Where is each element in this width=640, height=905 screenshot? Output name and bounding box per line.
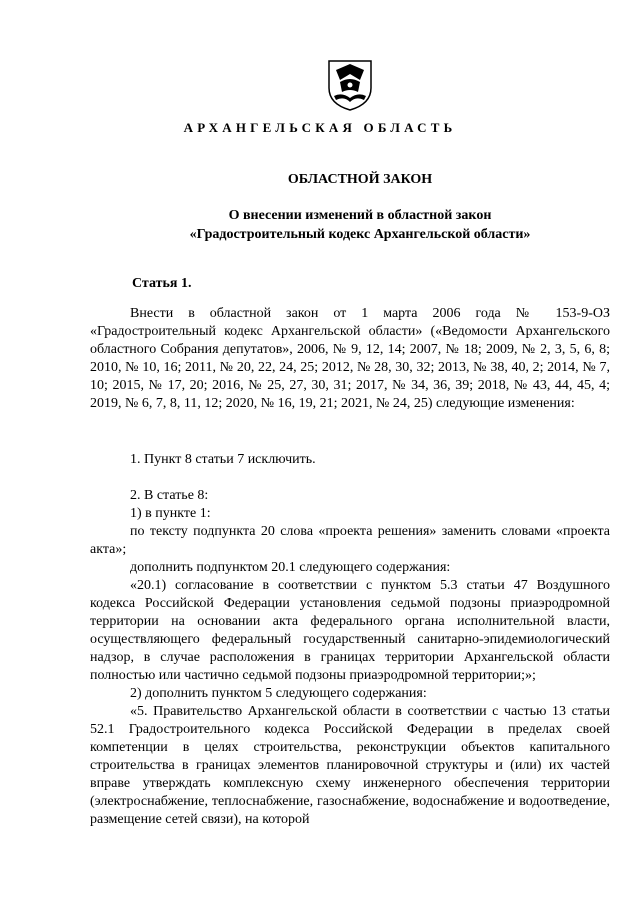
region-name: АРХАНГЕЛЬСКАЯ ОБЛАСТЬ [183,120,457,135]
item-2: 2. В статье 8: [130,488,209,503]
subitem-2: 2) дополнить пунктом 5 следующего содержания: [130,686,427,701]
quote-5: «5. Правительство Архангельской области в соответствии с частью 13 статьи 52.1 Градостроительного кодекса Российской Федерации в пределах своей компетенции в целях строительства, реконструкции объектов капитального строительства в границах элементов планировочной структуры и (или) их частей вправе утверждать комплексную схему инженерного обеспечения территории (электроснабжение, теплоснабжение, газоснабжение, водоснабжение и водоотведение, размещение сетей связи), на которой [90,704,610,827]
document-title-line-1: О внесении изменений в областной закон [228,208,492,223]
item-1: 1. Пункт 8 статьи 7 исключить. [130,452,316,467]
article-heading: Статья 1. [132,276,192,291]
subitem-1-text: по тексту подпункта 20 слова «проекта решения» заменить словами «проекта акта»; [90,524,610,557]
subitem-1-add: дополнить подпунктом 20.1 следующего содержания: [130,560,451,575]
document-title-line-2: «Градостроительный кодекс Архангельской области» [189,227,531,242]
intro-paragraph: Внести в областной закон от 1 марта 2006 года № 153-9-ОЗ «Градостроительный кодекс Архангельской области» («Ведомости Архангельского областного Собрания депутатов», 2006, № 9, 12, 14; 2007, № 18; 2009, № 2, 3, 5, 6, 8; 2010, № 10, 16; 2011, № 20, 22, 24, 25; 2012, № 28, 30, 32; 2013, № 38, 40, 2; 2014, № 7, 10; 2015, № 17, 20; 2016, № 25, 27, 30, 31; 2017, № 34, 36, 39; 2018, № 43, 44, 45, 4; 2019, № 6, 7, 8, 11, 12; 2020, № 16, 19, 21; 2021, № 24, 25) следующие изменения: [90,306,610,411]
document-type: ОБЛАСТНОЙ ЗАКОН [287,172,433,187]
coat-of-arms-icon [326,58,374,112]
subitem-1: 1) в пункте 1: [130,506,211,521]
quote-20-1: «20.1) согласование в соответствии с пунктом 5.3 статьи 47 Воздушного кодекса Российской Федерации установления седьмой подзоны приаэродромной территории на основании акта федерального органа исполнительной власти, осуществляющего федеральный государственный санитарно-эпидемиологический надзор, в случае расположения в границах территории Архангельской области полностью или частично седьмой подзоны приаэродромной территории;»; [90,578,610,683]
